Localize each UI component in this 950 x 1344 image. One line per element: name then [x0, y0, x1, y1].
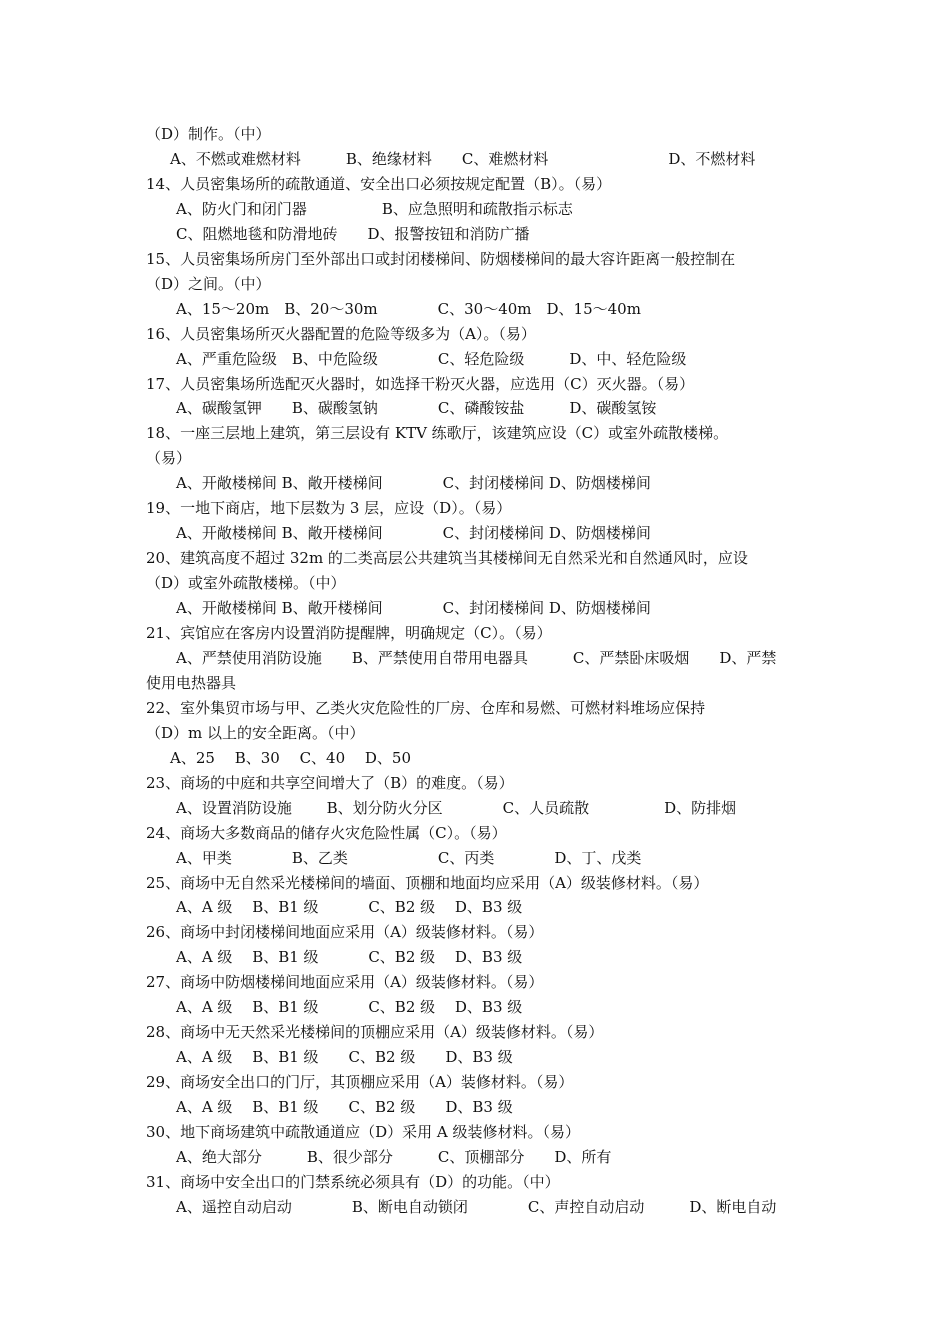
- question-line: 31、商场中安全出口的门禁系统必须具有（D）的功能。（中）: [146, 1172, 560, 1191]
- option-line: A、开敞楼梯间 B、敞开楼梯间 C、封闭楼梯间 D、防烟楼梯间: [176, 599, 651, 618]
- option-line: A、开敞楼梯间 B、敞开楼梯间 C、封闭楼梯间 D、防烟楼梯间: [176, 474, 651, 493]
- question-line: 24、商场大多数商品的储存火灾危险性属（C）。（易）: [146, 823, 507, 842]
- option-line: A、A 级 B、B1 级 C、B2 级 D、B3 级: [176, 998, 523, 1017]
- option-line: A、绝大部分 B、很少部分 C、顶棚部分 D、所有: [176, 1147, 612, 1166]
- question-line: 20、建筑高度不超过 32m 的二类高层公共建筑当其楼梯间无自然采光和自然通风时，应设: [146, 549, 748, 568]
- option-line: A、不燃或难燃材料 B、绝缘材料 C、难燃材料 D、不燃材料: [170, 149, 756, 168]
- question-line: 16、人员密集场所灭火器配置的危险等级多为（A）。（易）: [146, 324, 536, 343]
- option-line: A、严禁使用消防设施 B、严禁使用自带用电器具 C、严禁卧床吸烟 D、严禁: [176, 648, 777, 667]
- question-line: 17、人员密集场所选配灭火器时，如选择干粉灭火器，应选用（C）灭火器。（易）: [146, 374, 695, 393]
- option-line: A、严重危险级 B、中危险级 C、轻危险级 D、中、轻危险级: [176, 349, 687, 368]
- question-line: 14、人员密集场所的疏散通道、安全出口必须按规定配置（B）。（易）: [146, 174, 612, 193]
- question-line: 30、地下商场建筑中疏散通道应（D）采用 A 级装修材料。（易）: [146, 1123, 580, 1141]
- question-line: 26、商场中封闭楼梯间地面应采用（A）级装修材料。（易）: [146, 923, 544, 942]
- question-line: 25、商场中无自然采光楼梯间的墙面、顶棚和地面均应采用（A）级装修材料。（易）: [146, 873, 709, 892]
- question-line: （D）制作。（中）: [146, 125, 271, 143]
- option-line: A、防火门和闭门器 B、应急照明和疏散指示标志: [176, 199, 573, 218]
- question-line: 29、商场安全出口的门厅，其顶棚应采用（A）装修材料。（易）: [146, 1073, 574, 1092]
- option-line: A、设置消防设施 B、划分防火分区 C、人员疏散 D、防排烟: [176, 798, 737, 817]
- option-line: A、15～20m B、20～30m C、30～40m D、15～40m: [176, 299, 641, 318]
- option-line: A、A 级 B、B1 级 C、B2 级 D、B3 级: [176, 898, 523, 917]
- question-line: 使用电热器具: [146, 673, 237, 692]
- option-line: C、阻燃地毯和防滑地砖 D、报警按钮和消防广播: [176, 224, 530, 243]
- question-line: （D）或室外疏散楼梯。（中）: [146, 574, 346, 593]
- option-line: A、遥控自动启动 B、断电自动锁闭 C、声控自动启动 D、断电自动: [176, 1197, 777, 1216]
- option-line: A、A 级 B、B1 级 C、B2 级 D、B3 级: [176, 1098, 513, 1117]
- option-line: A、25 B、30 C、40 D、50: [170, 748, 412, 767]
- option-line: A、碳酸氢钾 B、碳酸氢钠 C、磷酸铵盐 D、碳酸氢铵: [176, 399, 657, 418]
- question-line: （易）: [146, 449, 192, 468]
- option-line: A、甲类 B、乙类 C、丙类 D、丁、戊类: [176, 848, 642, 867]
- question-line: 22、室外集贸市场与甲、乙类火灾危险性的厂房、仓库和易燃、可燃材料堆场应保持: [146, 698, 706, 717]
- question-line: 23、商场的中庭和共享空间增大了（B）的难度。（易）: [146, 773, 514, 792]
- question-line: （D）之间。（中）: [146, 274, 271, 293]
- question-line: 19、一地下商店，地下层数为 3 层，应设（D）。（易）: [146, 499, 512, 518]
- question-line: 28、商场中无天然采光楼梯间的顶棚应采用（A）级装修材料。（易）: [146, 1023, 604, 1042]
- option-line: A、A 级 B、B1 级 C、B2 级 D、B3 级: [176, 1048, 513, 1067]
- question-line: 27、商场中防烟楼梯间地面应采用（A）级装修材料。（易）: [146, 973, 544, 992]
- question-line: 21、宾馆应在客房内设置消防提醒牌，明确规定（C）。（易）: [146, 624, 552, 642]
- question-line: （D）m 以上的安全距离。（中）: [146, 723, 365, 742]
- option-line: A、开敞楼梯间 B、敞开楼梯间 C、封闭楼梯间 D、防烟楼梯间: [176, 524, 651, 543]
- option-line: A、A 级 B、B1 级 C、B2 级 D、B3 级: [176, 948, 523, 967]
- question-line: 15、人员密集场所房门至外部出口或封闭楼梯间、防烟楼梯间的最大容许距离一般控制在: [146, 249, 736, 268]
- question-line: 18、一座三层地上建筑，第三层设有 KTV 练歌厅，该建筑应设（C）或室外疏散楼梯。: [146, 424, 729, 443]
